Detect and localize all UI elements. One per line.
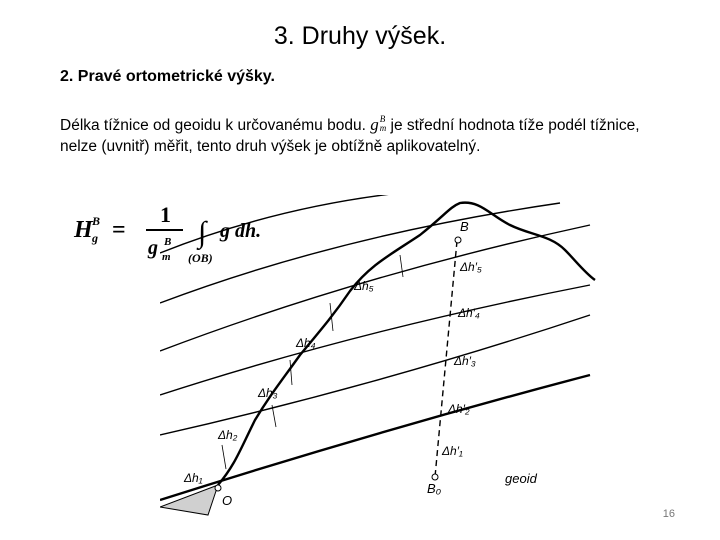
gravity-symbol-base: g xyxy=(370,115,379,134)
right-label-1: Δh′₁ xyxy=(442,444,463,458)
right-label-5: Δh′₅ xyxy=(460,260,482,274)
formula-integrand: g dh. xyxy=(220,220,262,242)
formula-numerator: 1 xyxy=(160,202,171,227)
gravity-symbol-sub: m xyxy=(379,123,387,134)
label-geoid: geoid xyxy=(505,471,537,486)
gravity-symbol-indices xyxy=(380,115,387,133)
right-labels xyxy=(441,260,482,458)
left-label-5: Δh₅ xyxy=(354,279,374,293)
left-label-1: Δh₁ xyxy=(184,471,203,485)
point-b0-marker xyxy=(432,474,438,480)
right-label-4: Δh′₄ xyxy=(458,306,480,320)
label-point-o: O xyxy=(222,493,233,508)
point-o-marker xyxy=(215,485,221,491)
integral-sign: ∫ xyxy=(198,216,207,249)
left-label-2: Δh₂ xyxy=(218,428,238,442)
formula-lhs-sup: B xyxy=(92,214,101,228)
formula-equals: = xyxy=(112,217,126,243)
section-heading: 2. Pravé ortometrické výšky. xyxy=(60,68,275,85)
point-b-marker xyxy=(455,237,461,243)
formula-lhs-sub: g xyxy=(92,231,98,245)
formula-lhs-base: H xyxy=(74,217,93,243)
right-label-2: Δh′₂ xyxy=(448,402,470,416)
orthometric-diagram xyxy=(160,195,600,525)
paragraph-text-2: je střední hodnota tíže podél tížnice, nelze (uvnitř) měřit, tento druh výšek je obtížně aplikovatelný. xyxy=(60,117,640,155)
integral-limits: (OB) xyxy=(188,251,213,265)
right-label-3: Δh′₃ xyxy=(454,354,476,368)
gravity-symbol-sup: B xyxy=(379,114,386,125)
terrain-profile xyxy=(218,203,595,485)
page-number: 16 xyxy=(662,508,675,520)
slide-title: 3. Druhy výšek. xyxy=(273,22,447,50)
height-arrows xyxy=(222,255,403,469)
paragraph-text-1: Délka tížnice od geoidu k určovanému bodu. xyxy=(60,117,371,134)
left-label-3: Δh₃ xyxy=(258,386,278,400)
description-paragraph xyxy=(60,114,680,157)
gravity-symbol xyxy=(370,115,386,134)
formula-den-base: g xyxy=(148,237,158,259)
water-area xyxy=(160,485,218,515)
formula-den-sub: m xyxy=(162,251,171,263)
label-point-b0: B₀ xyxy=(427,481,442,496)
label-point-b: B xyxy=(460,219,469,234)
left-label-4: Δh₄ xyxy=(296,336,316,350)
formula-den-sup: B xyxy=(164,236,172,248)
left-labels xyxy=(183,279,374,485)
surface-3 xyxy=(160,225,590,351)
surface-2 xyxy=(160,285,590,395)
